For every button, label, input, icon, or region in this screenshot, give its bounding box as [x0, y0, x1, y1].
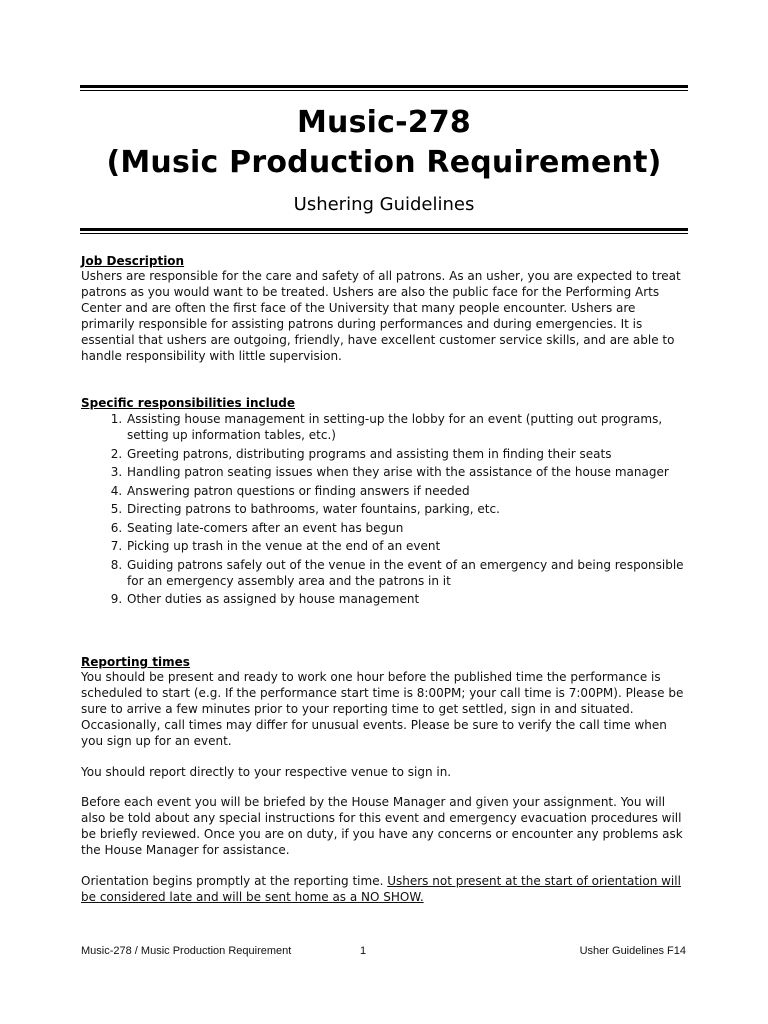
list-item: 1. Assisting house management in setting-up the lobby for an event (putting out programs, setting up information tables, etc.): [126, 411, 691, 443]
job-description-heading: Job Description: [81, 254, 185, 268]
list-item: 4. Answering patron questions or finding answers if needed: [126, 483, 691, 499]
list-item: 9. Other duties as assigned by house management: [126, 591, 691, 607]
reporting-heading: Reporting times: [81, 655, 190, 669]
footer-right: Usher Guidelines F14: [579, 945, 686, 957]
reporting-paragraph-3: Before each event you will be briefed by the House Manager and given your assignment. You will also be told about any special instructions for this event and emergency evacuation procedures will be briefly reviewed. Once you are on duty, if you have any concerns or encounter any problems ask the House Manager for assistance.: [81, 795, 683, 858]
list-item: 3. Handling patron seating issues when they arise with the assistance of the house manager: [126, 464, 691, 480]
job-description-section: [81, 253, 691, 364]
top-rule: [80, 85, 688, 91]
reporting-paragraph-4: [81, 874, 691, 906]
reporting-paragraph-2: You should report directly to your respective venue to sign in.: [81, 764, 452, 779]
no-show-warning: Ushers not present at the start of orientation will be considered late and will be sent home as a NO SHOW.: [81, 874, 681, 904]
document-title-line1: Music-278: [296, 105, 471, 140]
document-title-line2: (Music Production Requirement): [106, 145, 662, 180]
list-item: 5. Directing patrons to bathrooms, water fountains, parking, etc.: [126, 501, 691, 517]
footer-left: Music-278 / Music Production Requirement: [81, 945, 292, 957]
reporting-paragraph-1: You should be present and ready to work one hour before the published time the performance is scheduled to start (e.g. If the performance start time is 8:00PM; your call time is 7:00PM). Please be sure to arrive a few minutes prior to your reporting time to get settled, sign in and situated. Occasionally, call times may differ for unusual events. Please be sure to verify the call time when you sign up for an event.: [81, 670, 684, 748]
page-number: 1: [360, 945, 367, 957]
header-bottom-rule: [80, 228, 688, 234]
document-subtitle: Ushering Guidelines: [293, 194, 475, 215]
responsibilities-heading: Specific responsibilities include: [81, 396, 296, 410]
reporting-section: [81, 654, 691, 906]
list-item: 8. Guiding patrons safely out of the venue in the event of an emergency and being responsible for an emergency assembly area and the patrons in it: [126, 557, 691, 589]
list-item: 7. Picking up trash in the venue at the end of an event: [126, 538, 691, 554]
job-description-text: Ushers are responsible for the care and safety of all patrons. As an usher, you are expected to treat patrons as you would want to be treated. Ushers are also the public face for the Performing Arts Center and are often the first face of the University that many people encounter. Ushers are primarily responsible for assisting patrons during performances and during emergencies. It is essential that ushers are outgoing, friendly, have excellent customer service skills, and are able to handle responsibility with little supervision.: [81, 269, 681, 363]
list-item: 6. Seating late-comers after an event has begun: [126, 520, 691, 536]
responsibilities-list: [81, 411, 691, 607]
list-item: 2. Greeting patrons, distributing programs and assisting them in finding their seats: [126, 446, 691, 462]
orientation-text: Orientation begins promptly at the reporting time.: [81, 874, 388, 889]
responsibilities-section: [81, 395, 691, 610]
